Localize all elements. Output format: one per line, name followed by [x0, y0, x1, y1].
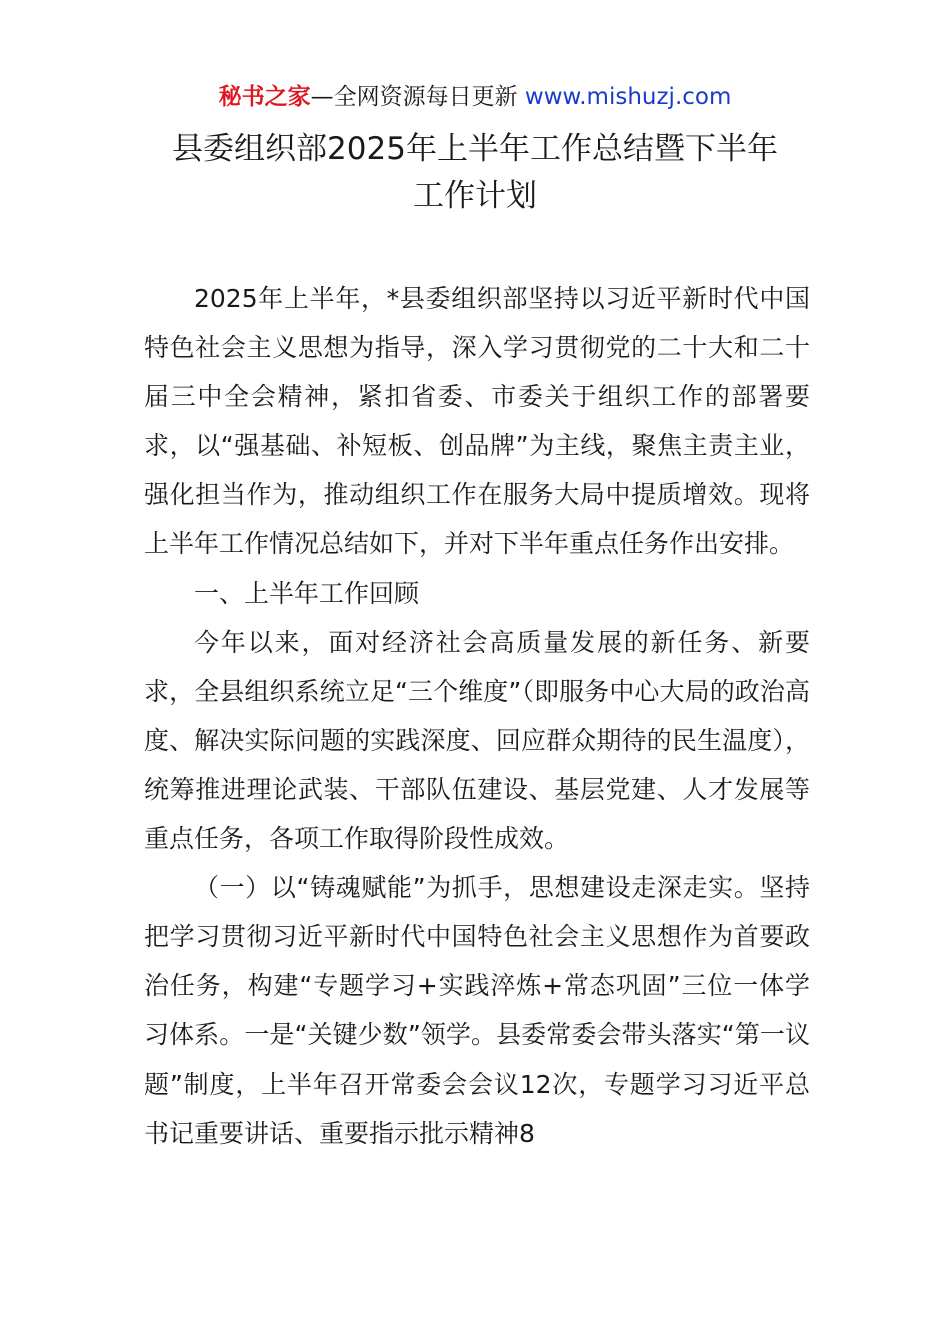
title-line-1: 县委组织部2025年上半年工作总结暨下半年 — [172, 131, 778, 167]
banner-tagline: —全网资源每日更新 — [310, 84, 525, 110]
intro-paragraph: 2025年上半年，*县委组织部坚持以习近平新时代中国特色社会主义思想为指导，深入学习贯彻党的二十大和二十届三中全会精神，紧扣省委、市委关于组织工作的部署要求，以“强基础、补短板、创品牌”为主线，聚焦主责主业，强化担当作为，推动组织工作在服务大局中提质增效。现将上半年工作情况总结如下，并对下半年重点任务作出安排。 — [144, 284, 810, 559]
document-title — [120, 126, 830, 220]
section-heading-1: 一、上半年工作回顾 — [194, 578, 420, 608]
title-line-2: 工作计划 — [413, 178, 537, 214]
watermark-banner — [0, 80, 950, 114]
banner-url-link[interactable]: www.mishuzj.com — [524, 84, 732, 110]
document-body — [144, 274, 810, 1158]
section-1-overview-paragraph: 今年以来，面对经济社会高质量发展的新任务、新要求，全县组织系统立足“三个维度”（即服务中心大局的政治高度、解决实际问题的实践深度、回应群众期待的民生温度），统筹推进理论武装、干部队伍建设、基层党建、人才发展等重点任务，各项工作取得阶段性成效。 — [144, 627, 810, 854]
subsection-1-paragraph: （一）以“铸魂赋能”为抓手，思想建设走深走实。坚持把学习贯彻习近平新时代中国特色社会主义思想作为首要政治任务，构建“专题学习+实践淬炼+常态巩固”三位一体学习体系。一是“关键少数”领学。县委常委会带头落实“第一议题”制度，上半年召开常委会会议12次，专题学习习近平总书记重要讲话、重要指示批示精神8 — [144, 873, 810, 1148]
banner-brand: 秘书之家 — [218, 84, 311, 110]
